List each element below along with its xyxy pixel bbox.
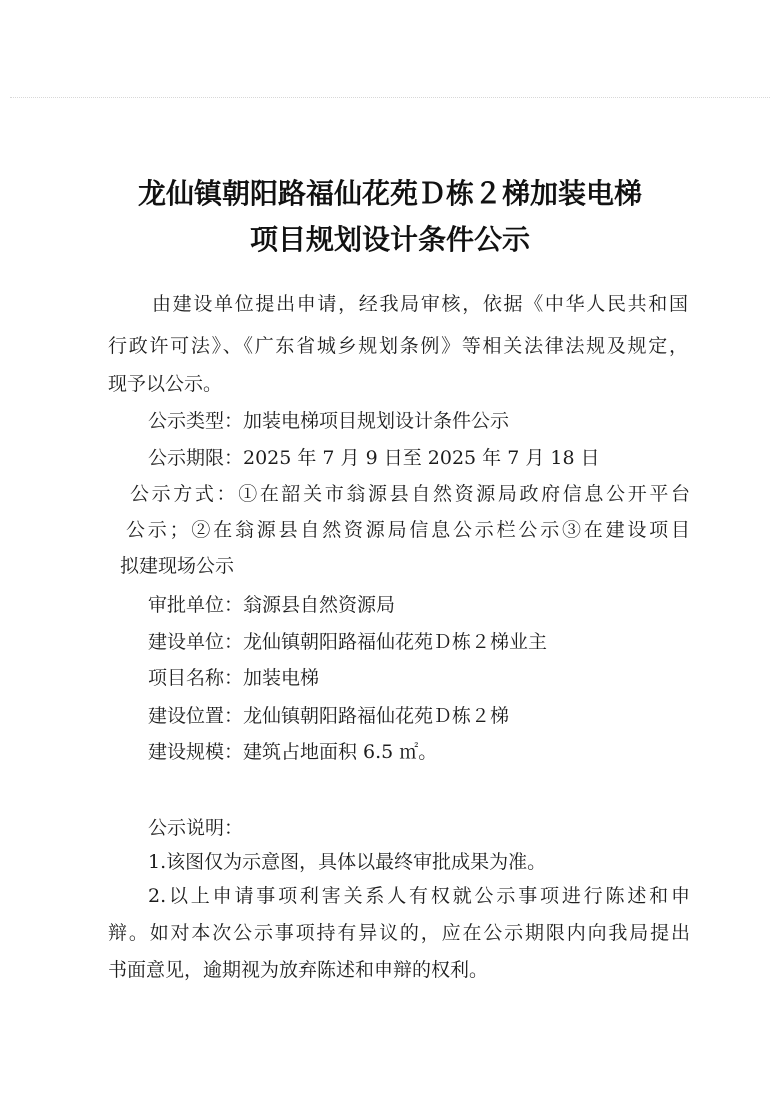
intro-line-1: 由建设单位提出申请，经我局审核，依据《中华人民共和国 xyxy=(152,293,688,315)
construction-unit: 建设单位：龙仙镇朝阳路福仙花苑Ｄ栋２梯业主 xyxy=(148,631,548,653)
note-2-line-2: 辩。如对本次公示事项持有异议的，应在公示期限内向我局提出 xyxy=(108,922,690,944)
document-title-line-2: 项目规划设计条件公示 xyxy=(249,223,530,256)
intro-line-3: 现予以公示。 xyxy=(108,373,223,395)
note-2-line-1: 2.以上申请事项利害关系人有权就公示事项进行陈述和申 xyxy=(148,885,690,907)
project-name: 项目名称：加装电梯 xyxy=(148,667,320,689)
notice-method-line-2: 公示；②在翁源县自然资源局信息公示栏公示③在建设项目 xyxy=(126,519,690,541)
note-2-line-3: 书面意见，逾期视为放弃陈述和申辩的权利。 xyxy=(108,959,489,981)
note-1: 1.该图仅为示意图，具体以最终审批成果为准。 xyxy=(148,851,547,873)
notice-period: 公示期限：2025 年 7 月 9 日至 2025 年 7 月 18 日 xyxy=(148,447,600,469)
notice-method-line-3: 拟建现场公示 xyxy=(120,555,235,577)
construction-location: 建设位置：龙仙镇朝阳路福仙花苑Ｄ栋２梯 xyxy=(148,705,510,727)
construction-scale: 建设规模：建筑占地面积 6.5 ㎡。 xyxy=(148,741,438,763)
notice-method-line-1: 公示方式：①在韶关市翁源县自然资源局政府信息公开平台 xyxy=(130,483,690,505)
notice-type: 公示类型：加装电梯项目规划设计条件公示 xyxy=(148,410,510,432)
notes-heading: 公示说明： xyxy=(148,817,244,839)
approval-unit: 审批单位：翁源县自然资源局 xyxy=(148,594,396,616)
intro-line-2: 行政许可法》、《广东省城乡规划条例》等相关法律法规及规定， xyxy=(108,335,688,357)
scan-artifact-line xyxy=(10,97,770,98)
document-title-line-1: 龙仙镇朝阳路福仙花苑Ｄ栋２梯加装电梯 xyxy=(137,177,642,210)
